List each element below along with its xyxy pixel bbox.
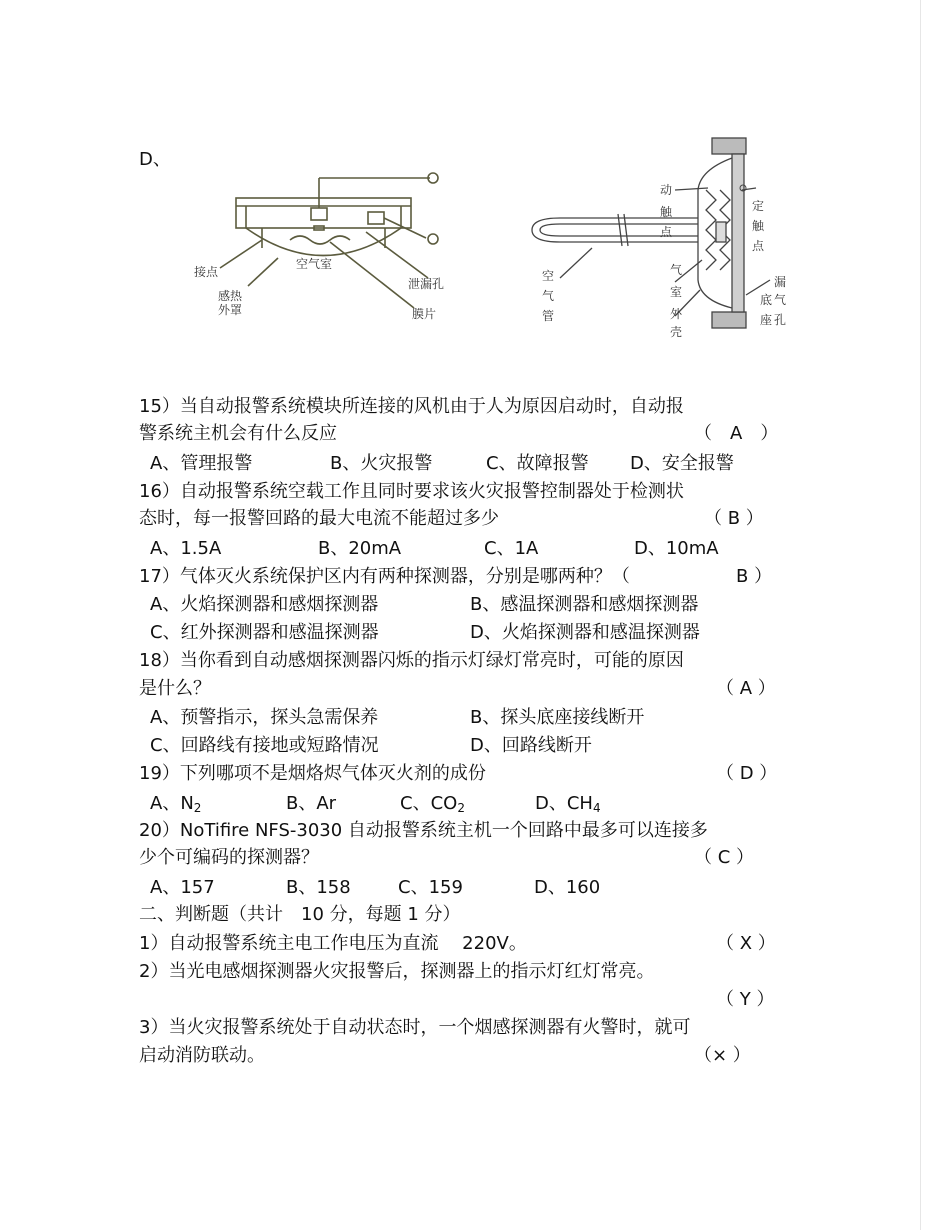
air-pipe-label-2: 气 (542, 289, 555, 303)
q20-option-a: A、157 (150, 877, 215, 898)
moving-contact-label-2: 触 (660, 205, 673, 219)
q19-option-a-text: A、N (150, 793, 194, 814)
tf2-line-1: 2）当光电感烟探测器火灾报警后，探测器上的指示灯红灯常亮。 (139, 961, 655, 982)
q19-line-1: 19）下列哪项不是烟烙烬气体灭火剂的成份 (139, 763, 486, 784)
q20-option-c: C、159 (398, 877, 463, 898)
q15-line-2: 警系统主机会有什么反应 (139, 423, 337, 444)
differential-detector-diagram (520, 130, 795, 345)
terminal-bottom-icon (428, 234, 438, 244)
q17-answer: B ） (736, 566, 773, 587)
heat-detector-diagram (190, 168, 450, 328)
wall-top (712, 138, 746, 154)
tf3-answer: （× ） (694, 1045, 751, 1066)
q15-option-d: D、安全报警 (630, 453, 734, 474)
leak-hole-label: 泄漏孔 (408, 277, 445, 291)
q16-line-1: 16）自动报警系统空载工作且同时要求该火灾报警控制器处于检测状 (139, 481, 684, 502)
membrane-label: 膜片 (412, 307, 437, 321)
q19-option-d (535, 793, 601, 815)
base-plate (732, 154, 744, 312)
q19-option-c (400, 793, 465, 815)
tf2-answer: （ Y ） (716, 989, 775, 1010)
q20-line-1: 20）NoTifire NFS-3030 自动报警系统主机一个回路中最多可以连接多 (139, 820, 708, 841)
q20-line-2: 少个可编码的探测器？ (139, 847, 319, 868)
q18-line-1: 18）当你看到自动感烟探测器闪烁的指示灯绿灯常亮时，可能的原因 (139, 650, 684, 671)
q17-option-c: C、红外探测器和感温探测器 (150, 622, 379, 643)
q19-option-a (150, 793, 201, 815)
moving-contact-label-3: 点 (660, 225, 673, 239)
q18-option-c: C、回路线有接地或短路情况 (150, 735, 379, 756)
gas-hole-label-1: 气 (774, 293, 787, 307)
base-label-2: 座 (760, 313, 773, 327)
q17-option-b: B、感温探测器和感烟探测器 (470, 594, 699, 615)
q17-option-d: D、火焰探测器和感温探测器 (470, 622, 700, 643)
q15-answer: （ A ） (694, 423, 779, 444)
q16-option-d: D、10mA (634, 538, 719, 559)
q20-answer: （ C ） (694, 847, 755, 868)
q20-option-d: D、160 (534, 877, 601, 898)
q19-option-d-text: D、CH (535, 793, 593, 814)
fixed-contact-label-3: 点 (752, 239, 765, 253)
heat-cover-label-2: 外罩 (218, 303, 243, 317)
air-chamber-label-2: 室 (670, 285, 683, 299)
q16-option-c: C、1A (484, 538, 539, 559)
q19-option-c-text: C、CO (400, 793, 458, 814)
base-label-1: 底 (760, 293, 773, 307)
q19-option-a-sub: 2 (193, 801, 202, 815)
q19-option-b-text: B、Ar (286, 793, 337, 814)
heat-cover-label-1: 感热 (218, 289, 243, 303)
membrane-shape (290, 236, 350, 244)
gas-hole-label-2: 孔 (774, 313, 787, 327)
air-pipe-label-3: 管 (542, 309, 555, 323)
air-pipe-label-1: 空 (542, 269, 555, 283)
housing-shell (698, 158, 732, 308)
q19-option-b (286, 793, 336, 815)
q18-answer: （ A ） (716, 678, 776, 699)
wall-bottom (712, 312, 746, 328)
option-d-prefix: D、 (139, 149, 171, 170)
q17-line-1: 17）气体灭火系统保护区内有两种探测器，分别是哪两种？（ (139, 566, 630, 587)
q16-option-b: B、20mA (318, 538, 402, 559)
q18-line-2: 是什么？ (139, 678, 211, 699)
bellows (706, 190, 716, 270)
q20-option-b: B、158 (286, 877, 351, 898)
contact-block (368, 212, 384, 224)
q18-option-d: D、回路线断开 (470, 735, 592, 756)
q15-option-b: B、火灾报警 (330, 453, 433, 474)
contact-plunger (311, 208, 327, 220)
tf1-answer: （ X ） (716, 933, 776, 954)
tf3-line-2: 启动消防联动。 (139, 1045, 265, 1066)
q19-option-c-sub: 2 (457, 801, 465, 815)
q18-option-a: A、预警指示，探头急需保养 (150, 707, 379, 728)
q16-answer: （ B ） (704, 508, 764, 529)
q19-option-d-sub: 4 (592, 801, 601, 815)
leak-label: 漏 (774, 275, 787, 289)
q16-line-2: 态时，每一报警回路的最大电流不能超过多少 (139, 508, 499, 529)
air-chamber-label-1: 气 (670, 263, 683, 277)
q15-option-c: C、故障报警 (486, 453, 589, 474)
q16-option-a: A、1.5A (150, 538, 222, 559)
tf3-line-1: 3）当火灾报警系统处于自动状态时，一个烟感探测器有火警时，就可 (139, 1017, 691, 1038)
air-pipe (532, 218, 698, 242)
q17-option-a: A、火焰探测器和感烟探测器 (150, 594, 379, 615)
dome-cover (246, 228, 401, 256)
section-two-title: 二、判断题（共计 10 分，每题 1 分） (139, 904, 461, 925)
tf1-line-1: 1）自动报警系统主电工作电压为直流 220V。 (139, 933, 527, 954)
q18-option-b: B、探头底座接线断开 (470, 707, 645, 728)
q19-answer: （ D ） (716, 763, 778, 784)
shell-label-1: 外 (670, 307, 683, 321)
shell-label-2: 壳 (670, 325, 683, 339)
q15-option-a: A、管理报警 (150, 453, 253, 474)
contact-label: 接点 (194, 265, 219, 279)
fixed-contact-label-2: 触 (752, 219, 765, 233)
q15-line-1: 15）当自动报警系统模块所连接的风机由于人为原因启动时，自动报 (139, 396, 684, 417)
air-chamber-label: 空气室 (296, 257, 333, 271)
moving-contact-label-1: 动 (660, 183, 673, 197)
fixed-contact-label-1: 定 (752, 199, 765, 213)
